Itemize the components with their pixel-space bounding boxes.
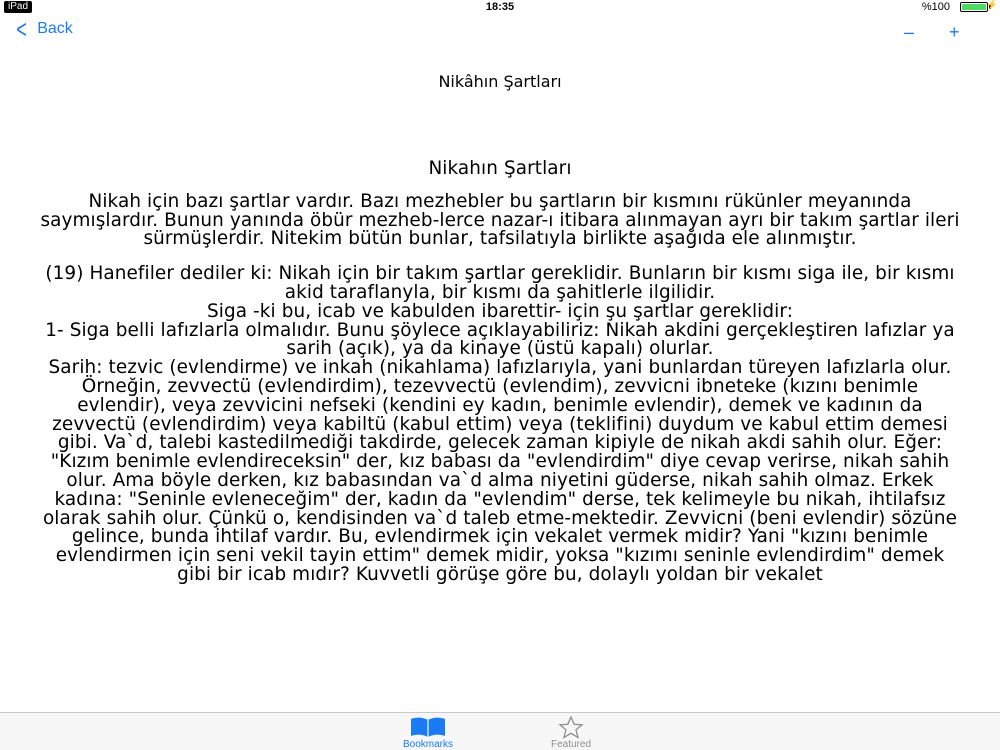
paragraph: Nikah için bazı şartlar vardır. Bazı mezhebler bu şartların bir kısmını rükünler meyanında saymışlardır. Bunun yanında öbür mezheb-lerce nazar-ı itibara alınmayan ayrı bir takım şartlar ileri sürmüşlerdir. Nitekim bütün bunlar, tafsilatıyla birlikte aşağıda ele alınmıştır. (40, 190, 960, 250)
zoom-out-button[interactable]: – (904, 22, 915, 42)
back-button[interactable] (14, 14, 73, 44)
paragraph: (19) Hanefiler dediler ki: Nikah için bir takım şartlar gereklidir. Bunların bir kısmı siga ile, bir kısmı akid taraflanyla, bir kısmı da şahitlerle ilgilidir. (45, 263, 955, 303)
chevron-left-icon: < (16, 14, 27, 44)
paragraph: Siga -ki bu, icab ve kabulden ibarettir- için şu şartlar gereklidir: (206, 300, 793, 322)
paragraph: 1- Siga belli lafızlarla olmalıdır. Bunu şöylece açıklayabiliriz: Nikah akdini gerçekleştiren lafızlar ya sarih (açık), ya da kinaye (üstü kapalı) olurlar. (45, 319, 955, 360)
tab-bar (0, 712, 1000, 750)
tab-featured[interactable] (526, 715, 616, 750)
star-icon (556, 715, 586, 739)
status-bar (0, 0, 1000, 14)
charging-icon: ⚡ (985, 0, 998, 11)
article-body[interactable] (40, 160, 960, 666)
tab-bookmarks[interactable] (383, 715, 473, 750)
paragraph: Sarih: tezvic (evlendirme) ve inkah (nikahlama) lafızlarıyla, yani bunlardan türeyen lafızlarla olur. Örneğin, zevvectü (evlendirdim), tezevvectü (evlendim), zevvicni ibneteke (kızını benimle evlendir), veya zevvicini nefseki (kendini ey kadın, benimle evlendir), demek ve kadının da zevvectü (evlendirdim) veya kabiltü (kabul ettim) veya (teklifini) duydum ve kabul ettim demesi gibi. Va`d, talebi kastedilmediği takdirde, gelecek zaman kipiyle de nikah akdi sahih olur. Eğer: "Kızım benimle evlendireceksin" der, kız babası da "evlendirdim" diye cevap verirse, nikah sahih olur. Ama böyle derken, kız babasından va`d alma niyetini güderse, nikah sahih olmaz. Erkek kadına: "Seninle evleneceğim" der, kadın da "evlendim" derse, tek kelimeyle bu nikah, ihtilafsız olarak sahih olur. Çünkü o, kendisinden va`d taleb etme-mektedir. Zevvicni (beni evlendir) sözüne gelince, bunda ihtilaf vardır. Bu, evlendirmek için vekalet vermek midir? Yani "kızını benimle evlendirmen için seni vekil tayin ettim" demek midir, yoksa "kızımı seninle evlendirdim" demek gibi bir icab mıdır? Kuvvetli görüşe göre bu, dolaylı yoldan bir vekalet (42, 357, 958, 585)
battery-icon (960, 2, 988, 12)
book-icon (408, 715, 448, 739)
back-label: Back (37, 20, 73, 37)
tab-bookmarks-label: Bookmarks (402, 739, 453, 750)
page-title: Nikâhın Şartları (438, 72, 562, 91)
article-heading: Nikahın Şartları (428, 160, 572, 179)
battery-percent: %100 (921, 1, 950, 13)
carrier-label: iPad (4, 1, 32, 13)
tab-featured-label: Featured (550, 739, 592, 750)
status-time: 18:35 (485, 1, 515, 13)
zoom-in-button[interactable]: + (949, 22, 960, 42)
navigation-bar (0, 14, 1000, 48)
